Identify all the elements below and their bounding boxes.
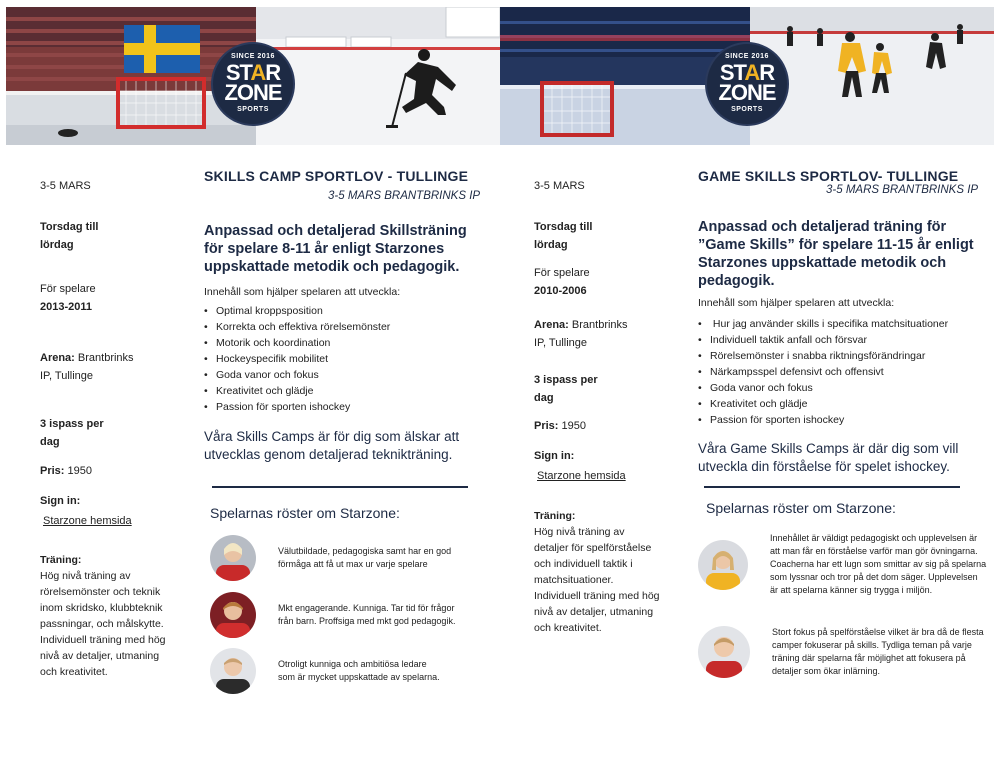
list-item: • Optimal kroppsposition <box>204 303 390 319</box>
list-item: • Hur jag använder skills i specifika matchsituationer <box>698 316 948 332</box>
logo-star-text: STAR <box>719 60 775 85</box>
list-item: • Närkampsspel defensivt och offensivt <box>698 364 948 380</box>
closing-text: Våra Game Skills Camps är där dig som vill utveckla din förståelse för spelet ishockey. <box>698 441 959 474</box>
avatar <box>698 540 748 590</box>
list-item: • Kreativitet och glädje <box>204 383 390 399</box>
intro-text: Innehåll som hjälper spelaren att utveckla: <box>204 286 401 298</box>
list-item: • Hockeyspecifik mobilitet <box>204 351 390 367</box>
list-item: • Korrekta och effektiva rörelsemönster <box>204 319 390 335</box>
voices-heading: Spelarnas röster om Starzone: <box>210 505 400 521</box>
page-title: GAME SKILLS SPORTLOV- TULLINGE <box>698 168 959 184</box>
avatar <box>210 648 256 694</box>
avatar <box>210 592 256 638</box>
bullet-list <box>204 303 390 415</box>
price: Pris: 1950 <box>40 465 93 477</box>
sign-in: Sign in: <box>534 450 575 462</box>
list-item: • Goda vanor och fokus <box>204 367 390 383</box>
logo-sports: SPORTS <box>237 106 269 113</box>
voices-heading: Spelarnas röster om Starzone: <box>706 500 896 516</box>
list-item: • Motorik och koordination <box>204 335 390 351</box>
divider <box>704 486 960 488</box>
logo-star-text: STAR <box>225 60 281 85</box>
closing-text: Våra Skills Camps är för dig som älskar att utvecklas genom detaljerad teknikträning. <box>204 429 460 462</box>
list-item: • Passion för sporten ishockey <box>698 412 948 428</box>
avatar <box>698 626 750 678</box>
logo-since: SINCE 2016 <box>231 53 275 60</box>
testimonial-quote: Välutbildade, pedagogiska samt har en god förmåga att få ut max ur varje spelare <box>278 546 452 569</box>
page-subtitle: 3-5 MARS BRANTBRINKS IP <box>826 184 979 196</box>
left-banner <box>6 7 500 145</box>
arena: Arena: Brantbrinks IP, Tullinge <box>534 319 628 349</box>
dates: 3-5 MARS <box>40 180 91 192</box>
right-banner <box>500 7 994 145</box>
list-item: • Individuell taktik anfall och försvar <box>698 332 948 348</box>
testimonial-quote: Stort fokus på spelförståelse vilket är bra då de flesta camper fokuserar på skills. Tydliga teman på varje träning där spelarna får möjlighet att fokusera på detaljer som ökar inlärning. <box>772 627 984 676</box>
testimonial <box>210 592 455 638</box>
testimonial-quote: Innehållet är väldigt pedagogiskt och upplevelsen är att man får en förståelse varför man gör övningarna. Coacherna har ett lugn som smittar av sig på spelarna som lyssnar och tror på det dom säger. Upplevelsen är att spelarna känner sig trygga i miljön. <box>770 533 987 595</box>
testimonial <box>698 626 984 678</box>
list-item: • Passion för sporten ishockey <box>204 399 390 415</box>
logo-zone-text: ZONE <box>718 80 776 105</box>
ice-sessions: 3 ispass per dag <box>534 374 598 404</box>
lead-text: Anpassad och detaljerad Skillsträning för spelare 8-11 år enligt Starzones uppskattade metodik och pedagogik. <box>204 223 467 275</box>
logo-since: SINCE 2016 <box>725 53 769 60</box>
avatar <box>210 535 256 581</box>
divider <box>212 486 468 488</box>
right-flyer <box>500 0 994 766</box>
list-item: • Kreativitet och glädje <box>698 396 948 412</box>
days: Torsdag till lördag <box>534 221 593 251</box>
testimonial-quote: Mkt engagerande. Kunniga. Tar tid för frågor från barn. Proffsiga med mkt god pedagogik. <box>278 603 456 626</box>
players: För spelare 2013-2011 <box>40 283 96 313</box>
bullet-list <box>698 316 948 428</box>
ice-sessions: 3 ispass per dag <box>40 418 104 448</box>
page-subtitle: 3-5 MARS BRANTBRINKS IP <box>328 190 481 202</box>
list-item: • Rörelsemönster i snabba riktningsförändringar <box>698 348 948 364</box>
sign-in: Sign in: <box>40 495 81 507</box>
training: Träning: Hög nivå träning av rörelsemönster och teknik inom skridsko, klubbteknik passningar, och målskytte. Individuell träning med hög nivå av detaljer, utmaning och kreativitet. <box>40 554 166 678</box>
testimonial <box>210 648 440 694</box>
lead-text: Anpassad och detaljerad träning för ”Game Skills” för spelare 11-15 år enligt Starzones uppskattade metodik och pedagogik. <box>698 219 974 289</box>
players: För spelare 2010-2006 <box>534 267 590 297</box>
signin-link[interactable]: Starzone hemsida <box>537 470 626 482</box>
list-item: • Goda vanor och fokus <box>698 380 948 396</box>
logo-zone-text: ZONE <box>224 80 282 105</box>
left-flyer <box>6 0 500 766</box>
page-title: SKILLS CAMP SPORTLOV - TULLINGE <box>204 168 469 184</box>
testimonial-quote: Otroligt kunniga och ambitiösa ledare som är mycket uppskattade av spelarna. <box>278 659 440 682</box>
intro-text: Innehåll som hjälper spelaren att utveckla: <box>698 297 895 309</box>
dates: 3-5 MARS <box>534 180 585 192</box>
arena: Arena: Brantbrinks IP, Tullinge <box>40 352 134 382</box>
price: Pris: 1950 <box>534 420 587 432</box>
days: Torsdag till lördag <box>40 221 99 251</box>
starzone-logo <box>705 42 789 126</box>
logo-sports: SPORTS <box>731 106 763 113</box>
testimonial <box>698 532 986 597</box>
starzone-logo <box>211 42 295 126</box>
testimonial <box>210 535 451 581</box>
training: Träning: Hög nivå träning av detaljer för spelförståelse och individuell taktik i matchsituationer. Individuell träning med hög nivå av detaljer, utmaning och kreativitet. <box>534 510 660 634</box>
signin-link[interactable]: Starzone hemsida <box>43 515 132 527</box>
